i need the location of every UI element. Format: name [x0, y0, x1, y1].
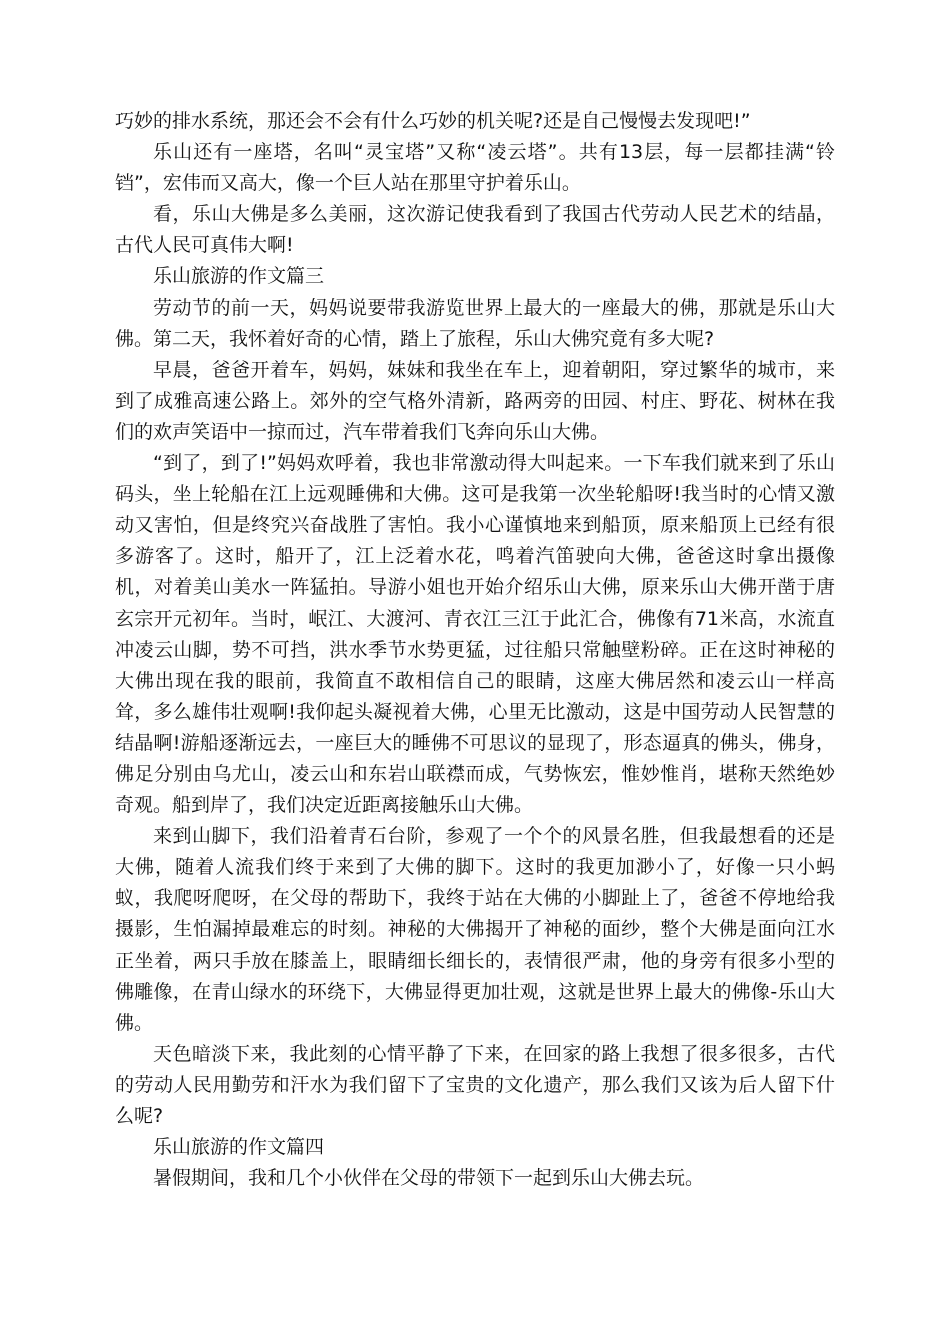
paragraph-labor-day: 劳动节的前一天，妈妈说要带我游览世界上最大的一座最大的佛，那就是乐山大佛。第二天，我怀着好奇的心情，踏上了旅程，乐山大佛究竟有多大呢? — [115, 296, 835, 350]
paragraph-continuation: 巧妙的排水系统，那还会不会有什么巧妙的机关呢?还是自己慢慢去发现吧!” — [115, 110, 751, 132]
paragraph-mountain-foot: 来到山脚下，我们沿着青石台阶，参观了一个个的风景名胜，但我最想看的还是大佛，随着人流我们终于来到了大佛的脚下。这时的我更加渺小了，好像一只小蚂蚁，我爬呀爬呀，在父母的帮助下，我终于站在大佛的小脚趾上了，爸爸不停地给我摄影，生怕漏掉最难忘的时刻。神秘的大佛揭开了神秘的面纱，整个大佛是面向江水正坐着，两只手放在膝盖上，眼睛细长细长的，表情很严肃，他的身旁有很多小型的佛雕像，在青山绿水的环绕下，大佛显得更加壮观，这就是世界上最大的佛像-乐山大佛。 — [115, 825, 835, 1034]
paragraph-morning-drive: 早晨，爸爸开着车，妈妈，妹妹和我坐在车上，迎着朝阳，穿过繁华的城市，来到了成雅高速公路上。郊外的空气格外清新，路两旁的田园、村庄、野花、树林在我们的欢声笑语中一掠而过，汽车带着我们飞奔向乐山大佛。 — [115, 358, 835, 443]
paragraph-summer-vacation: 暑假期间，我和几个小伙伴在父母的带领下一起到乐山大佛去玩。 — [153, 1167, 705, 1190]
section-heading-essay-three: 乐山旅游的作文篇三 — [153, 265, 325, 288]
paragraph-conclusion: 看，乐山大佛是多么美丽，这次游记使我看到了我国古代劳动人民艺术的结晶，古代人民可真伟大啊! — [115, 203, 835, 257]
paragraph-dusk: 天色暗淡下来，我此刻的心情平静了下来，在回家的路上我想了很多很多，古代的劳动人民用勤劳和汗水为我们留下了宝贵的文化遗产，那么我们又该为后人留下什么呢? — [115, 1042, 835, 1127]
document-page — [115, 106, 835, 1194]
paragraph-lingbao-tower: 乐山还有一座塔，名叫“灵宝塔”又称“凌云塔”。共有13层，每一层都挂满“铃铛”，宏伟而又高大，像一个巨人站在那里守护着乐山。 — [115, 141, 835, 195]
paragraph-boat-trip: “到了，到了!”妈妈欢呼着，我也非常激动得大叫起来。一下车我们就来到了乐山码头，坐上轮船在江上远观睡佛和大佛。这可是我第一次坐轮船呀!我当时的心情又激动又害怕，但是终究兴奋战胜了害怕。我小心谨慎地来到船顶，原来船顶上已经有很多游客了。这时，船开了，江上泛着水花，鸣着汽笛驶向大佛，爸爸这时拿出摄像机，对着美山美水一阵猛拍。导游小姐也开始介绍乐山大佛，原来乐山大佛开凿于唐玄宗开元初年。当时，岷江、大渡河、青衣江三江于此汇合，佛像有71米高，水流直冲凌云山脚，势不可挡，洪水季节水势更猛，过往船只常触壁粉碎。正在这时神秘的大佛出现在我的眼前，我简直不敢相信自己的眼睛，这座大佛居然和凌云山一样高耸，多么雄伟壮观啊!我仰起头凝视着大佛，心里无比激动，这是中国劳动人民智慧的结晶啊!游船逐渐远去，一座巨大的睡佛不可思议的显现了，形态逼真的佛头，佛身，佛足分别由乌尤山，凌云山和东岩山联襟而成，气势恢宏，惟妙惟肖，堪称天然绝妙奇观。船到岸了，我们决定近距离接触乐山大佛。 — [115, 452, 835, 817]
section-heading-essay-four: 乐山旅游的作文篇四 — [153, 1136, 325, 1159]
